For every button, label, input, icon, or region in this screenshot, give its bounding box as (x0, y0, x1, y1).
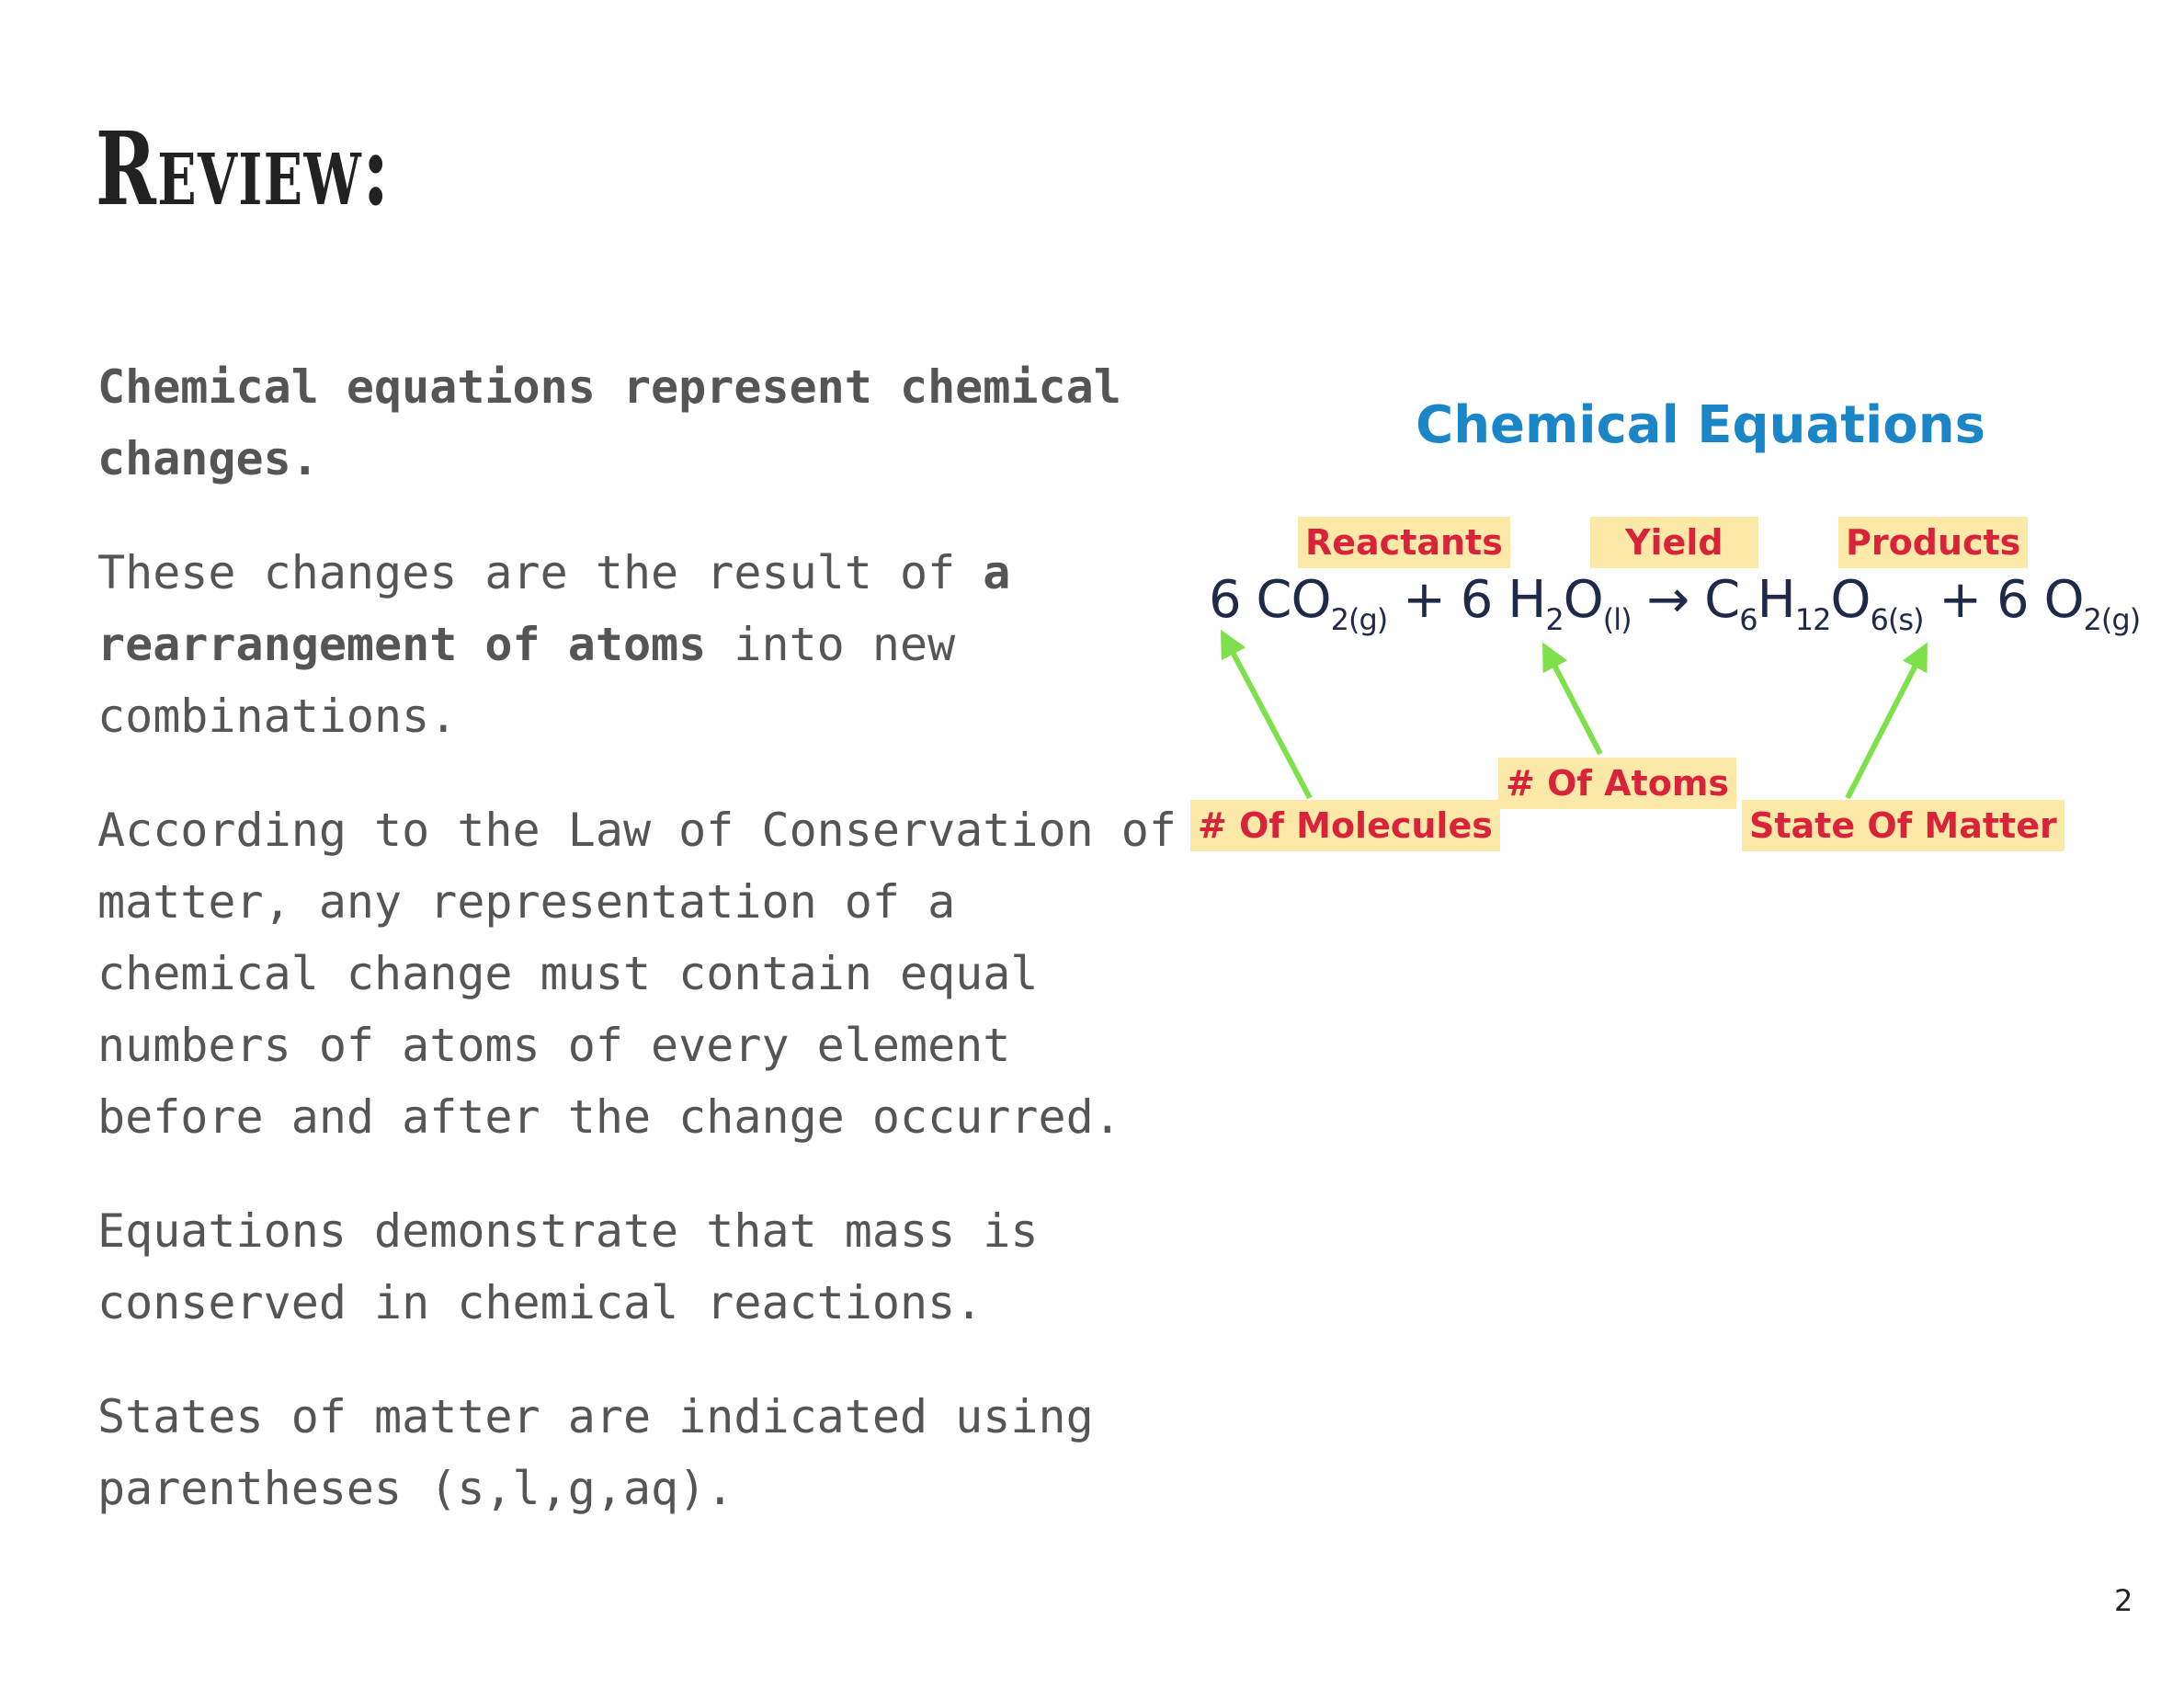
slide-title: Review: (96, 109, 391, 228)
eq-sub-6: 6(s) (1870, 602, 1924, 637)
paragraph-1-bold: Chemical equations represent chemical changes. (97, 360, 1121, 485)
atoms-arrow (1549, 655, 1600, 754)
label-products: Products (1838, 517, 2028, 568)
eq-sub-5: 12 (1794, 602, 1831, 637)
label-state: State Of Matter (1742, 800, 2065, 851)
eq-part-plus1: + 6 H (1387, 570, 1546, 630)
paragraph-2 (97, 537, 1182, 752)
state-arrow (1848, 655, 1921, 798)
chemical-equation (1209, 570, 2140, 637)
eq-part-h: H (1757, 570, 1795, 630)
paragraph-5: States of matter are indicated using parentheses (s,l,g,aq). (97, 1390, 1094, 1515)
eq-part-arrow: → C (1631, 570, 1740, 630)
paragraph-2-post: into new combinations. (97, 618, 956, 743)
page-number: 2 (2114, 1583, 2133, 1618)
label-reactants: Reactants (1298, 517, 1510, 568)
chemical-equation-diagram (1172, 386, 2165, 883)
label-atoms: # Of Atoms (1498, 758, 1736, 809)
eq-part-o2: O (1830, 570, 1871, 630)
label-yield: Yield (1590, 517, 1758, 568)
eq-sub-3: (l) (1602, 602, 1632, 637)
molecules-arrow (1227, 642, 1310, 798)
eq-part-coef1: 6 CO (1209, 570, 1331, 630)
eq-sub-1: 2(g) (1330, 602, 1388, 637)
eq-part-plus2: + 6 O (1923, 570, 2084, 630)
body-text (97, 351, 1182, 1567)
paragraph-2-bold: a rearrangement of atoms (97, 546, 1011, 671)
eq-sub-4: 6 (1739, 602, 1757, 637)
eq-part-o1: O (1563, 570, 1603, 630)
label-molecules: # Of Molecules (1190, 800, 1500, 851)
eq-sub-7: 2(g) (2083, 602, 2141, 637)
paragraph-4: Equations demonstrate that mass is conserved in chemical reactions. (97, 1204, 1039, 1329)
diagram-title: Chemical Equations (1416, 395, 1985, 455)
eq-sub-2: 2 (1545, 602, 1564, 637)
paragraph-3: According to the Law of Conservation of matter, any representation of a chemical change must contain equal numbers of atoms of every element before and after the change occurred. (97, 804, 1177, 1144)
paragraph-2-pre: These changes are the result of (97, 546, 984, 599)
paragraph-1 (97, 351, 1182, 495)
